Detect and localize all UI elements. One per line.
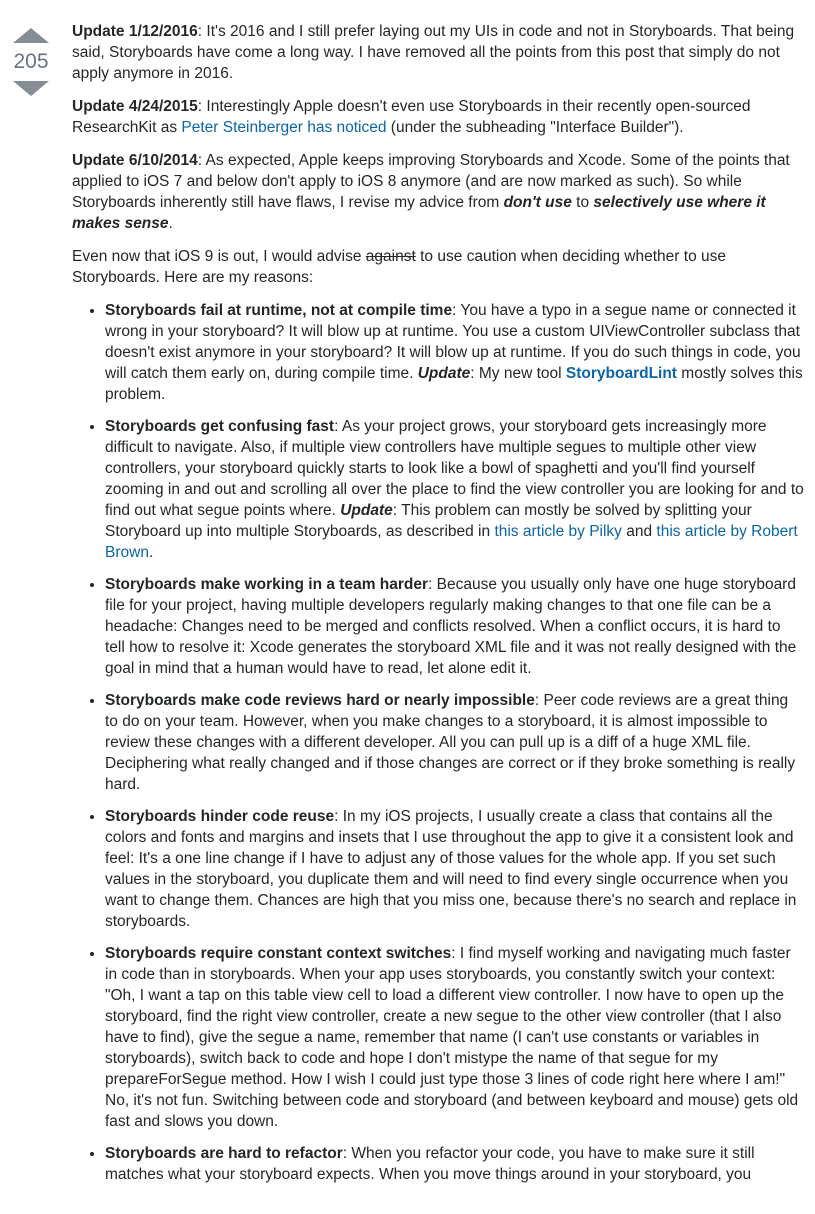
upvote-arrow-icon[interactable] <box>13 28 49 43</box>
reason-text: : My new tool <box>470 365 566 382</box>
reason-text: : Peer code reviews are a great thing to do on your team. However, when you make changes to a storyboard, it is almost impossible to review these changes with a different developer. All you can pull up is a diff of a huge XML file. Deciphering what really changed and if those changes are correct or if they broke something is really hard. <box>105 692 796 793</box>
list-item <box>105 1143 804 1185</box>
robert-brown-article-link[interactable]: this article by Robert Brown <box>105 523 798 561</box>
list-item <box>105 806 804 932</box>
update-label: Update 1/12/2016 <box>72 23 198 40</box>
reason-text: : I find myself working and navigating much faster in code than in storyboards. When your app uses storyboards, you constantly switch your context: "Oh, I want a tap on this table view cell to load a different view controller. I now have to open up the storyboard, find the right view controller, create a new segue to the other view controller (that I also have to find), give the segue a name, remember that name (I can't use constants or variables in storyboards), switch back to code and hope I don't mistype the name of that segue for my prepareForSegue method. How I wish I could just type those 3 lines of code right here where I am!" No, it's not fun. Switching between code and storyboard (and between keyboard and mouse) gets old fast and slows you down. <box>105 945 799 1130</box>
reason-text: . <box>148 544 154 561</box>
reason-title: Storyboards hinder code reuse <box>105 808 335 825</box>
vote-panel <box>0 22 62 96</box>
struck-word: against <box>365 248 416 265</box>
update-text: . <box>168 215 173 232</box>
update-paragraph-1 <box>72 21 804 84</box>
emphasis-dont-use: don't use <box>503 194 572 211</box>
reason-text: and <box>621 523 657 540</box>
update-label: Update <box>417 365 471 382</box>
emphasis-selectively-use: selectively use where it makes sense <box>72 194 766 232</box>
reason-text: : You have a typo in a segue name or connected it wrong in your storyboard? It will blow up at runtime. You use a custom UIViewController subclass that doesn't exist anymore in your storyboard? It will blow up at runtime. If you do such things in code, you will catch them early on, during compile time. <box>105 302 801 382</box>
list-item <box>105 300 804 405</box>
vote-count: 205 <box>13 50 49 73</box>
reason-text: : As your project grows, your storyboard gets increasingly more difficult to navigate. Also, if multiple view controllers have multiple segues to multiple other view controllers, your storyboard quickly starts to look like a bowl of spaghetti and you'll find yourself zooming in and out and scrolling all over the place to find the view controller you are looking for and to find out what segue points where. <box>105 418 804 519</box>
reason-title: Storyboards make working in a team harder <box>105 576 429 593</box>
update-text: (under the subheading "Interface Builder"). <box>386 119 684 136</box>
reason-text: : In my iOS projects, I usually create a class that contains all the colors and fonts and margins and insets that I use throughout the app to give it a consistent look and feel: It's a one line change if I have to adjust any of those values for the whole app. If you set such values in the storyboard, you duplicate them and will need to find every single occurrence when you want to change them. Chances are high that you miss one, because there's no search and replace in storyboards. <box>105 808 797 930</box>
intro-text: to use caution when deciding whether to use Storyboards. Here are my reasons: <box>72 248 726 286</box>
answer-body <box>72 21 804 1196</box>
storyboardlint-link[interactable]: StoryboardLint <box>565 365 677 382</box>
reason-title: Storyboards require constant context switches <box>105 945 452 962</box>
update-paragraph-3 <box>72 150 804 234</box>
list-item <box>105 416 804 563</box>
peter-steinberger-link[interactable]: Peter Steinberger has noticed <box>181 119 387 136</box>
reason-text: : This problem can mostly be solved by splitting your Storyboard up into multiple Storyboards, as described in <box>105 502 752 540</box>
reason-title: Storyboards get confusing fast <box>105 418 335 435</box>
reasons-list <box>72 300 804 1185</box>
list-item <box>105 574 804 679</box>
update-text: to <box>571 194 594 211</box>
list-item <box>105 690 804 795</box>
update-label: Update 4/24/2015 <box>72 98 198 115</box>
update-text: : It's 2016 and I still prefer laying out my UIs in code and not in Storyboards. That being said, Storyboards have come a long way. I have removed all the points from this post that simply do not apply anymore in 2016. <box>72 23 795 82</box>
reason-text: mostly solves this problem. <box>105 365 803 403</box>
list-item <box>105 943 804 1132</box>
update-text: : As expected, Apple keeps improving Storyboards and Xcode. Some of the points that applied to iOS 7 and below don't apply to iOS 8 anymore (and are now marked as such). So while Storyboards inherently still have flaws, I revise my advice from <box>72 152 790 211</box>
reason-title: Storyboards make code reviews hard or nearly impossible <box>105 692 535 709</box>
intro-text: Even now that iOS 9 is out, I would advise <box>72 248 366 265</box>
update-text: : Interestingly Apple doesn't even use Storyboards in their recently open-sourced ResearchKit as <box>72 98 751 136</box>
update-label: Update <box>340 502 393 519</box>
reason-text: : Because you usually only have one huge storyboard file for your project, having multiple developers regularly making changes to that one file can be a headache: Changes need to be merged and conflicts resolved. When a conflict occurs, it is hard to tell how to resolve it: Xcode generates the storyboard XML file and it was not really designed with the goal in mind that a human would have to read, let alone edit it. <box>105 576 797 677</box>
reason-text: : When you refactor your code, you have to make sure it still matches what your storyboard expects. When you move things around in your storyboard, you <box>105 1145 755 1183</box>
pilky-article-link[interactable]: this article by Pilky <box>494 523 622 540</box>
update-label: Update 6/10/2014 <box>72 152 198 169</box>
reason-title: Storyboards fail at runtime, not at compile time <box>105 302 453 319</box>
intro-paragraph <box>72 246 804 288</box>
update-paragraph-2 <box>72 96 804 138</box>
downvote-arrow-icon[interactable] <box>13 81 49 96</box>
reason-title: Storyboards are hard to refactor <box>105 1145 343 1162</box>
